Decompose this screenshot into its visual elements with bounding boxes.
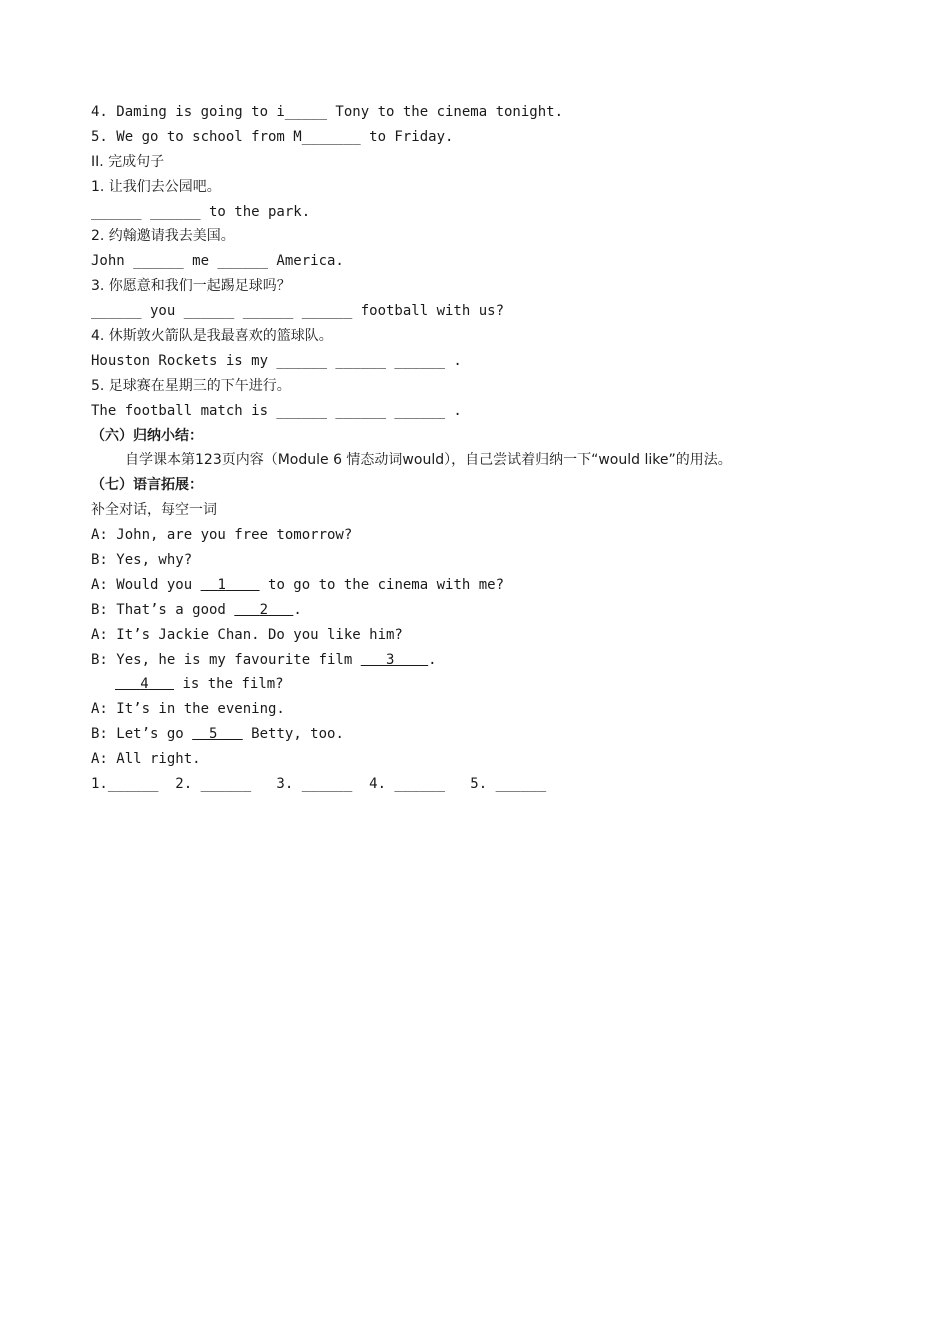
dialogue-line-6-start: B: Yes, he is my favourite film: [91, 651, 361, 668]
prompt-5: 5. 足球赛在星期三的下午进行。: [91, 377, 291, 394]
exercise-line-5: 5. We go to school from M_______ to Friday.: [91, 128, 454, 145]
dialogue-line-9: [91, 722, 881, 747]
prompt-1: 1. 让我们去公园吧。: [91, 178, 221, 195]
blank-4-number: 4: [140, 676, 149, 693]
answer-line-3: ______ you ______ ______ ______ football with us?: [91, 303, 505, 320]
prompt-2: 2. 约翰邀请我去美国。: [91, 228, 235, 245]
blank-2-number: 2: [259, 601, 269, 618]
blank-5-number: 5: [209, 726, 218, 743]
dialogue-line-3-start: A: Would you: [91, 576, 201, 593]
answer-line-4: Houston Rockets is my ______ ______ ______ .: [91, 352, 462, 369]
blank-1-number: 1: [217, 576, 226, 593]
section-heading-seven: （七）语言拓展：: [91, 477, 203, 494]
dialogue-line-9-start: B: Let’s go: [91, 726, 193, 743]
section-heading-six: （六）归纳小结：: [91, 427, 203, 444]
dialogue-line-4-end: .: [293, 601, 302, 618]
prompt-4: 4. 休斯敦火箭队是我最喜欢的篮球队。: [91, 328, 333, 345]
dialogue-line-6: [91, 648, 881, 673]
dialogue-line-7-end: is the film?: [174, 676, 284, 693]
answer-blanks-row: 1.______ 2. ______ 3. ______ 4. ______ 5. ______: [91, 776, 547, 793]
summary-instruction: 自学课本第123页内容（Module 6 情态动词would），自己尝试着归纳一下“would like”的用法。: [125, 452, 732, 469]
dialogue-line-8: A: It’s in the evening.: [91, 701, 285, 718]
answer-line-5: The football match is ______ ______ ______ .: [91, 402, 462, 419]
dialogue-line-5: A: It’s Jackie Chan. Do you like him?: [91, 626, 403, 643]
blank-2: [234, 602, 293, 618]
exercise-line-4: 4. Daming is going to i_____ Tony to the cinema tonight.: [91, 104, 564, 120]
section-heading-ii: II. 完成句子: [91, 153, 165, 170]
blank-3: [361, 652, 428, 668]
dialogue-instruction: 补全对话，每空一词: [91, 502, 217, 519]
dialogue-line-3: [91, 573, 881, 598]
dialogue-line-7: [91, 672, 881, 697]
prompt-3: 3. 你愿意和我们一起踢足球吗？: [91, 278, 291, 295]
answer-line-1: ______ ______ to the park.: [91, 203, 311, 220]
answer-line-2: John ______ me ______ America.: [91, 253, 344, 270]
dialogue-line-3-end: to go to the cinema with me?: [259, 576, 505, 593]
dialogue-line-9-end: Betty, too.: [242, 726, 344, 743]
dialogue-line-4-start: B: That’s a good: [91, 601, 235, 618]
blank-4: [115, 676, 174, 692]
blank-3-number: 3: [386, 651, 395, 668]
dialogue-line-2: B: Yes, why?: [91, 552, 193, 569]
dialogue-line-6-end: .: [428, 651, 437, 668]
dialogue-line-1: A: John, are you free tomorrow?: [91, 527, 353, 544]
blank-5: [192, 726, 243, 742]
blank-1: [201, 577, 260, 593]
dialogue-line-4: [91, 598, 881, 623]
dialogue-line-10: A: All right.: [91, 751, 201, 768]
worksheet-content: [91, 100, 881, 797]
